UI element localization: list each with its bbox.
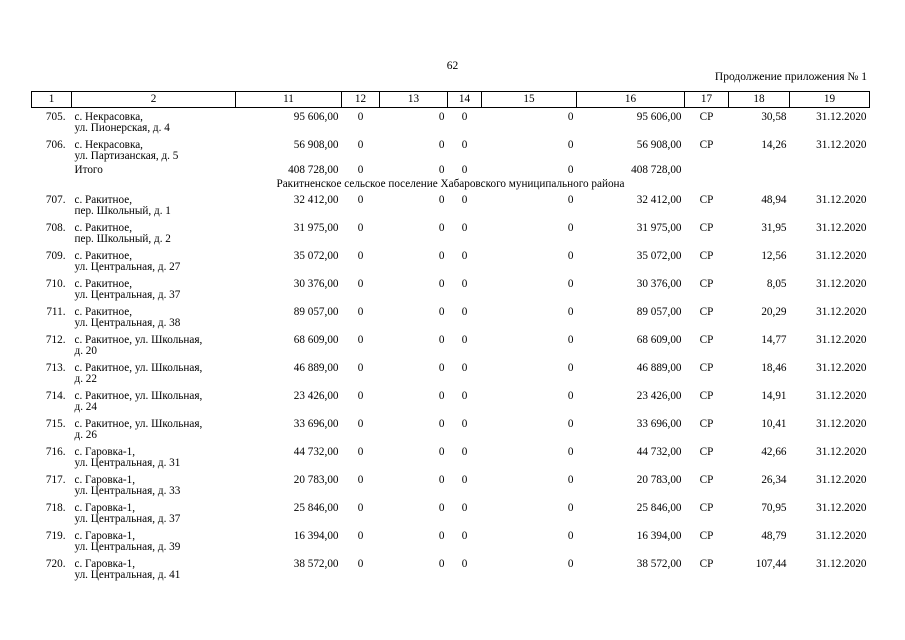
value-cell: 0 [567,530,574,542]
funding-code-cell: СР [699,250,714,262]
table-row [32,136,870,164]
date-cell: 31.12.2020 [816,278,867,290]
row-number: 710. [45,278,66,290]
date-cell: 31.12.2020 [816,530,867,542]
value-cell: 0 [438,111,445,123]
address-line-2: ул. Центральная, д. 33 [74,484,181,497]
address-line-1: с. Ракитное, [74,194,133,206]
total-cost-cell: 95 606,00 [636,111,682,123]
date-cell: 31.12.2020 [816,111,867,123]
date-cell: 31.12.2020 [816,418,867,430]
address-line-1: с. Ракитное, ул. Школьная, [74,362,203,374]
cost-cell: 31 975,00 [293,222,339,234]
continuation-label: Продолжение приложения № 1 [714,71,867,83]
cost-cell: 38 572,00 [293,558,339,570]
total-cost-cell: 44 732,00 [636,446,682,458]
address-line-2: ул. Центральная, д. 41 [74,568,181,581]
column-header: 17 [685,92,729,108]
rate-cell: 18,46 [761,362,787,374]
date-cell: 31.12.2020 [816,558,867,570]
date-cell: 31.12.2020 [816,474,867,486]
row-number: 707. [45,194,66,206]
table-row [32,303,870,331]
value-cell: 0 [567,362,574,374]
total-cost-cell: 31 975,00 [636,222,682,234]
value-cell: 0 [567,222,574,234]
rate-cell: 48,94 [761,194,787,206]
column-header: 2 [72,92,236,108]
row-number: 709. [45,250,66,262]
value-cell: 0 [357,139,364,151]
rate-cell: 12,56 [761,250,787,262]
section-heading-row [32,176,870,191]
row-number: 718. [45,502,66,514]
value-cell: 0 [567,139,574,151]
cost-cell: 30 376,00 [293,278,339,290]
address-line-1: с. Ракитное, [74,278,133,290]
cost-cell: 25 846,00 [293,502,339,514]
table-row [32,527,870,555]
address-line-2: ул. Центральная, д. 38 [74,316,181,329]
address-line-1: с. Ракитное, [74,250,133,262]
value-cell: 0 [438,418,445,430]
date-cell: 31.12.2020 [816,306,867,318]
empty-cell [685,164,729,176]
value-cell: 0 [438,139,445,151]
row-number: 716. [45,446,66,458]
empty-cell [32,164,72,176]
table-row [32,108,870,137]
cost-cell: 20 783,00 [293,474,339,486]
address-cell [72,136,236,164]
address-cell [72,471,236,499]
date-cell: 31.12.2020 [816,390,867,402]
address-line-1: с. Гаровка-1, [74,558,136,570]
address-line-2: д. 24 [74,400,97,413]
value-cell: 0 [438,474,445,486]
cost-cell: 23 426,00 [293,390,339,402]
total-cost-cell: 56 908,00 [636,139,682,151]
value-cell: 0 [438,362,445,374]
value-cell: 0 [567,306,574,318]
value-cell: 0 [438,278,445,290]
value-cell: 0 [461,418,468,430]
value-cell: 0 [567,250,574,262]
address-cell [72,387,236,415]
address-cell [72,247,236,275]
value-cell: 0 [461,222,468,234]
rate-cell: 31,95 [761,222,787,234]
total-cost-cell: 46 889,00 [636,362,682,374]
column-header: 15 [482,92,577,108]
address-line-2: ул. Центральная, д. 37 [74,288,181,301]
address-line-1: с. Гаровка-1, [74,530,136,542]
value-cell: 0 [461,111,468,123]
date-cell: 31.12.2020 [816,222,867,234]
rate-cell: 14,26 [761,139,787,151]
funding-code-cell: СР [699,418,714,430]
total-row [32,164,870,176]
total-value: 0 [461,164,468,176]
address-cell [72,499,236,527]
value-cell: 0 [461,278,468,290]
address-cell [72,331,236,359]
row-number: 705. [45,111,66,123]
value-cell: 0 [567,194,574,206]
value-cell: 0 [357,558,364,570]
cost-cell: 16 394,00 [293,530,339,542]
address-line-2: ул. Центральная, д. 37 [74,512,181,525]
value-cell: 0 [357,502,364,514]
address-line-2: пер. Школьный, д. 1 [74,204,171,217]
value-cell: 0 [357,530,364,542]
total-cost-cell: 23 426,00 [636,390,682,402]
address-line-1: с. Гаровка-1, [74,446,136,458]
address-line-2: ул. Центральная, д. 39 [74,540,181,553]
value-cell: 0 [357,390,364,402]
rate-cell: 30,58 [761,111,787,123]
value-cell: 0 [438,530,445,542]
value-cell: 0 [461,194,468,206]
address-line-1: с. Ракитное, [74,306,133,318]
total-value: 408 728,00 [288,164,339,176]
rate-cell: 70,95 [761,502,787,514]
empty-cell [729,164,790,176]
total-value: 0 [438,164,445,176]
funding-code-cell: СР [699,530,714,542]
value-cell: 0 [438,502,445,514]
column-header: 18 [729,92,790,108]
funding-code-cell: СР [699,502,714,514]
value-cell: 0 [567,502,574,514]
value-cell: 0 [357,334,364,346]
address-cell [72,443,236,471]
row-number: 713. [45,362,66,374]
column-header: 14 [448,92,482,108]
value-cell: 0 [438,194,445,206]
address-cell [72,191,236,219]
cost-cell: 46 889,00 [293,362,339,374]
date-cell: 31.12.2020 [816,334,867,346]
address-line-2: ул. Центральная, д. 27 [74,260,181,273]
value-cell: 0 [461,334,468,346]
value-cell: 0 [357,111,364,123]
column-header: 12 [342,92,380,108]
date-cell: 31.12.2020 [816,139,867,151]
value-cell: 0 [461,306,468,318]
row-number: 719. [45,530,66,542]
date-cell: 31.12.2020 [816,362,867,374]
column-header: 1 [32,92,72,108]
value-cell: 0 [461,250,468,262]
rate-cell: 14,77 [761,334,787,346]
cost-cell: 35 072,00 [293,250,339,262]
date-cell: 31.12.2020 [816,250,867,262]
value-cell: 0 [357,222,364,234]
table-row [32,191,870,219]
funding-code-cell: СР [699,558,714,570]
funding-code-cell: СР [699,474,714,486]
value-cell: 0 [461,446,468,458]
table-row [32,359,870,387]
date-cell: 31.12.2020 [816,194,867,206]
funding-code-cell: СР [699,390,714,402]
section-title: Ракитненское сельское поселение Хабаровского муниципального района [276,178,625,190]
rate-cell: 10,41 [761,418,787,430]
data-table [31,91,870,583]
column-header: 16 [577,92,685,108]
address-cell [72,359,236,387]
rate-cell: 20,29 [761,306,787,318]
column-header: 11 [236,92,342,108]
empty-cell [790,164,870,176]
table-row [32,331,870,359]
address-line-1: с. Ракитное, ул. Школьная, [74,334,203,346]
address-line-2: пер. Школьный, д. 2 [74,232,171,245]
address-cell [72,108,236,137]
table-row [32,443,870,471]
table-row [32,247,870,275]
total-cost-cell: 25 846,00 [636,502,682,514]
address-cell [72,303,236,331]
value-cell: 0 [567,390,574,402]
cost-cell: 95 606,00 [293,111,339,123]
rate-cell: 107,44 [755,558,787,570]
total-value: 408 728,00 [631,164,682,176]
value-cell: 0 [438,306,445,318]
row-number: 708. [45,222,66,234]
value-cell: 0 [357,306,364,318]
value-cell: 0 [438,446,445,458]
value-cell: 0 [357,194,364,206]
table-row [32,275,870,303]
page-number: 62 [446,60,459,72]
value-cell: 0 [461,139,468,151]
row-number: 711. [46,306,66,318]
cost-cell: 44 732,00 [293,446,339,458]
address-cell [72,275,236,303]
address-line-1: с. Некрасовка, [74,111,143,123]
address-line-2: ул. Пионерская, д. 4 [74,121,170,134]
value-cell: 0 [567,418,574,430]
address-cell [72,555,236,583]
value-cell: 0 [438,390,445,402]
value-cell: 0 [461,390,468,402]
funding-code-cell: СР [699,334,714,346]
value-cell: 0 [357,418,364,430]
table-row [32,219,870,247]
row-number: 717. [45,474,66,486]
address-line-1: с. Ракитное, ул. Школьная, [74,418,203,430]
address-line-2: ул. Центральная, д. 31 [74,456,181,469]
table-row [32,555,870,583]
total-cost-cell: 35 072,00 [636,250,682,262]
funding-code-cell: СР [699,222,714,234]
funding-code-cell: СР [699,362,714,374]
address-line-1: с. Ракитное, ул. Школьная, [74,390,203,402]
total-label: Итого [74,164,103,176]
table-row [32,387,870,415]
address-cell [72,219,236,247]
address-line-1: с. Ракитное, [74,222,133,234]
rate-cell: 8,05 [766,278,787,290]
cost-cell: 89 057,00 [293,306,339,318]
value-cell: 0 [567,474,574,486]
funding-code-cell: СР [699,446,714,458]
row-number: 714. [45,390,66,402]
value-cell: 0 [461,530,468,542]
value-cell: 0 [438,334,445,346]
total-value: 0 [357,164,364,176]
total-cost-cell: 20 783,00 [636,474,682,486]
value-cell: 0 [438,250,445,262]
value-cell: 0 [357,446,364,458]
address-line-2: д. 26 [74,428,97,441]
rate-cell: 14,91 [761,390,787,402]
funding-code-cell: СР [699,278,714,290]
total-cost-cell: 38 572,00 [636,558,682,570]
column-header: 19 [790,92,870,108]
address-line-1: с. Гаровка-1, [74,502,136,514]
funding-code-cell: СР [699,194,714,206]
total-cost-cell: 68 609,00 [636,334,682,346]
table-row [32,499,870,527]
address-line-2: д. 22 [74,372,97,385]
address-cell [72,415,236,443]
total-value: 0 [567,164,574,176]
total-cost-cell: 16 394,00 [636,530,682,542]
value-cell: 0 [461,362,468,374]
total-cost-cell: 32 412,00 [636,194,682,206]
rate-cell: 26,34 [761,474,787,486]
value-cell: 0 [567,558,574,570]
funding-code-cell: СР [699,139,714,151]
address-line-2: д. 20 [74,344,97,357]
value-cell: 0 [357,474,364,486]
rate-cell: 48,79 [761,530,787,542]
cost-cell: 56 908,00 [293,139,339,151]
row-number: 712. [45,334,66,346]
value-cell: 0 [461,474,468,486]
cost-cell: 68 609,00 [293,334,339,346]
rate-cell: 42,66 [761,446,787,458]
value-cell: 0 [461,502,468,514]
value-cell: 0 [357,278,364,290]
address-line-2: ул. Партизанская, д. 5 [74,149,179,162]
value-cell: 0 [567,278,574,290]
table-header-row [32,92,870,108]
table-row [32,415,870,443]
row-number: 715. [45,418,66,430]
value-cell: 0 [567,334,574,346]
cost-cell: 33 696,00 [293,418,339,430]
column-header: 13 [380,92,448,108]
total-cost-cell: 89 057,00 [636,306,682,318]
row-number: 706. [45,139,66,151]
value-cell: 0 [567,111,574,123]
address-cell [72,527,236,555]
cost-cell: 32 412,00 [293,194,339,206]
funding-code-cell: СР [699,111,714,123]
value-cell: 0 [461,558,468,570]
value-cell: 0 [438,222,445,234]
value-cell: 0 [567,446,574,458]
value-cell: 0 [357,250,364,262]
row-number: 720. [45,558,66,570]
value-cell: 0 [438,558,445,570]
address-line-1: с. Гаровка-1, [74,474,136,486]
date-cell: 31.12.2020 [816,502,867,514]
address-line-1: с. Некрасовка, [74,139,143,151]
value-cell: 0 [357,362,364,374]
funding-code-cell: СР [699,306,714,318]
date-cell: 31.12.2020 [816,446,867,458]
total-cost-cell: 33 696,00 [636,418,682,430]
total-cost-cell: 30 376,00 [636,278,682,290]
table-row [32,471,870,499]
